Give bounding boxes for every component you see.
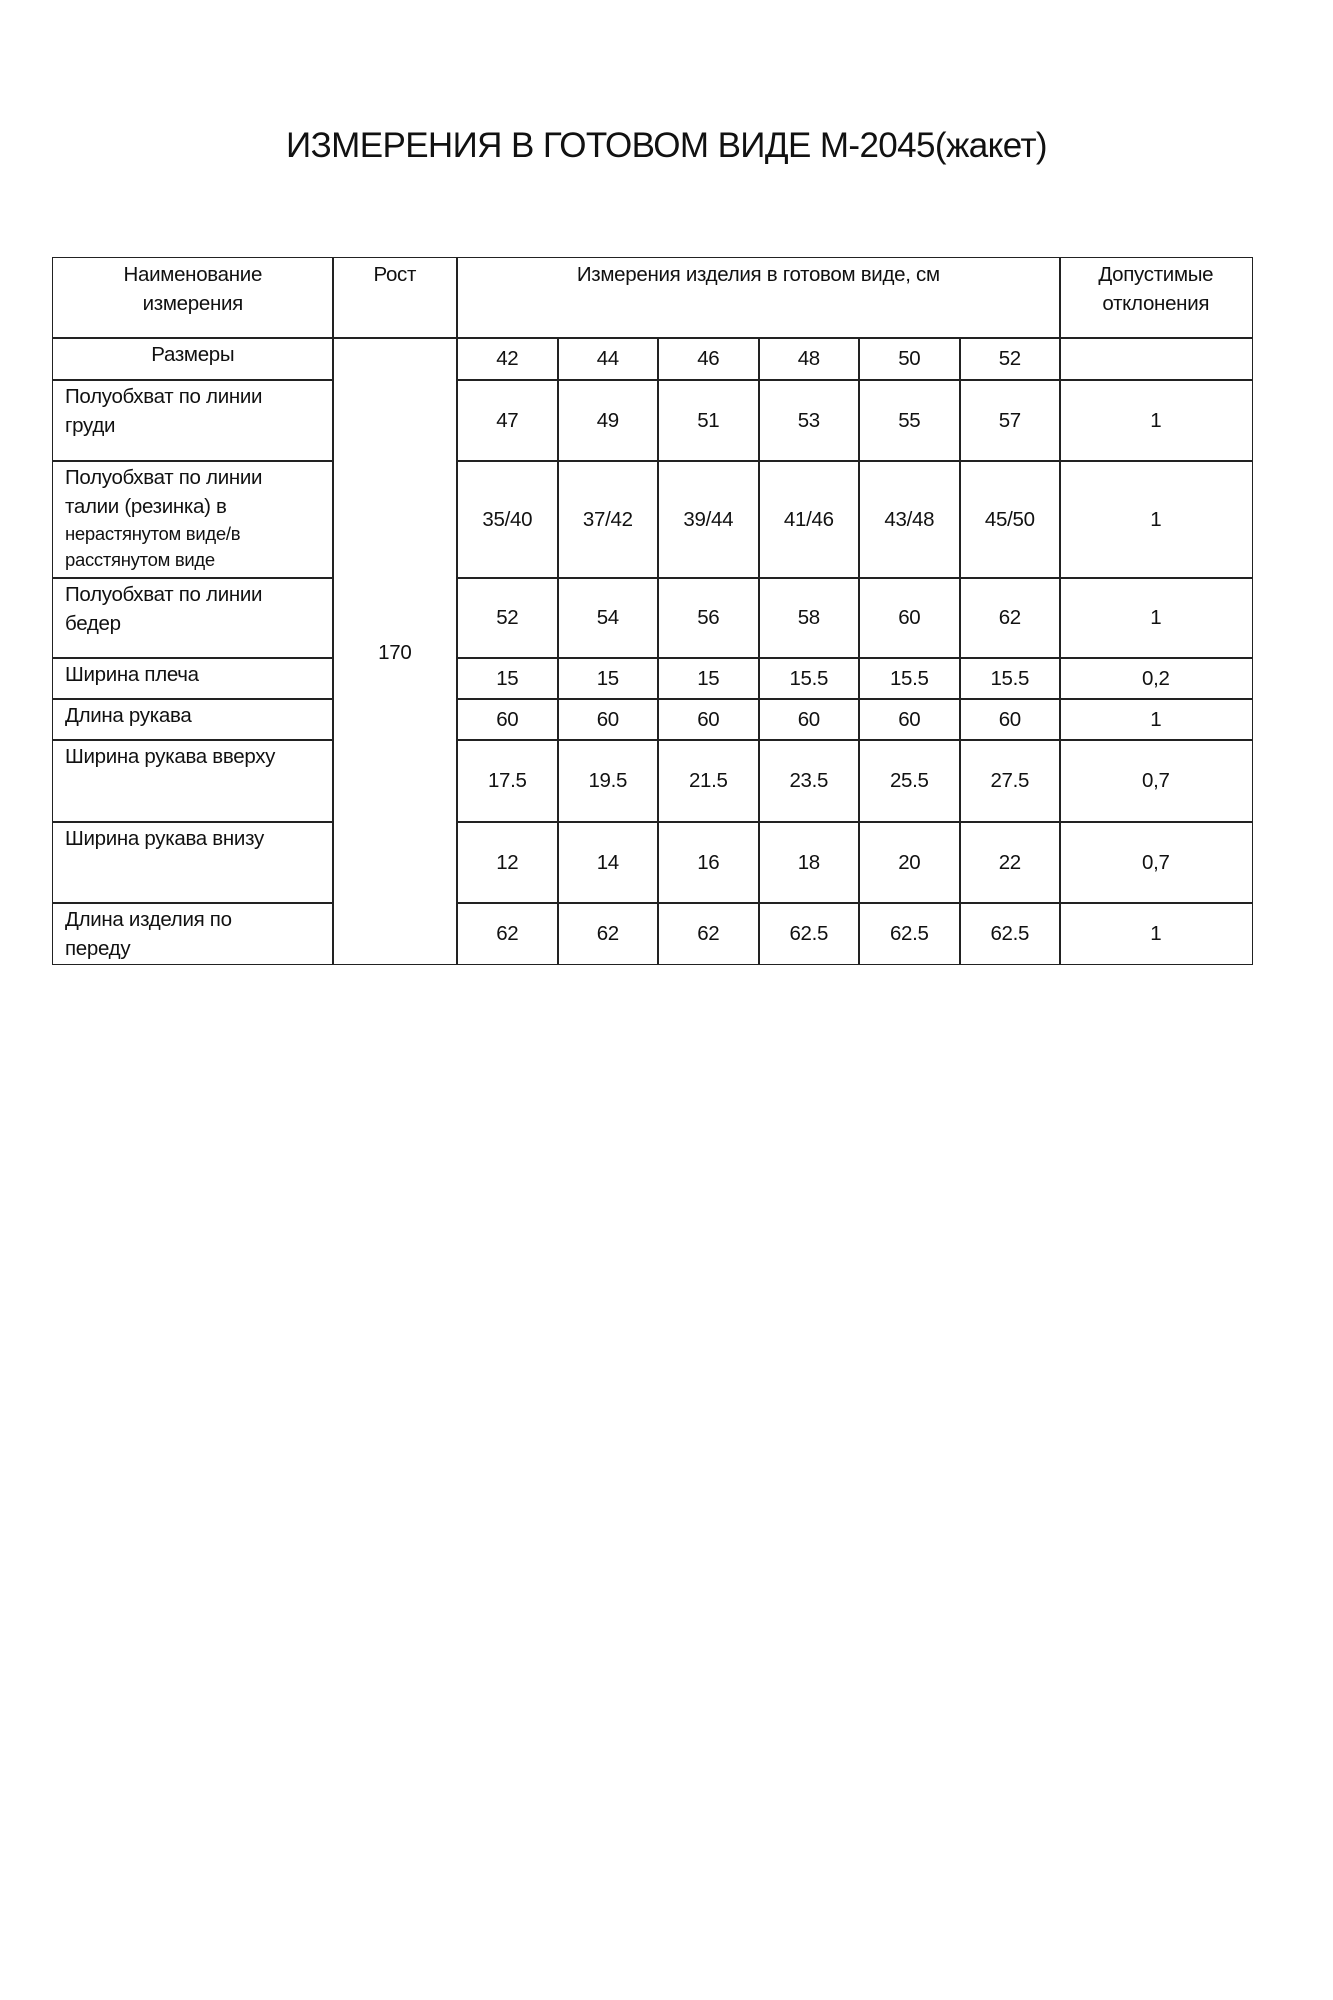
measurement-value: 18 — [797, 850, 820, 874]
measurement-value-cell — [557, 698, 659, 741]
measurement-name: нерастянутом виде/в — [65, 523, 241, 544]
measurement-value-cell — [758, 379, 860, 462]
tolerance-cell — [1059, 460, 1253, 579]
measurement-value: 15.5 — [990, 666, 1030, 690]
measurement-value: 15 — [496, 666, 519, 690]
header-tolerance — [1059, 257, 1253, 339]
measurement-name: Полуобхват по линии — [65, 466, 263, 489]
measurement-name: талии (резинка) в — [65, 495, 227, 518]
measurement-name: Ширина рукава внизу — [65, 827, 264, 850]
measurement-name: бедер — [65, 612, 121, 635]
measurement-value: 39/44 — [683, 507, 734, 531]
measurement-name: расстянутом виде — [65, 549, 215, 570]
measurement-value-cell — [456, 902, 559, 965]
tolerance-cell — [1059, 698, 1253, 741]
measurement-value: 45/50 — [984, 507, 1035, 531]
measurement-value: 35/40 — [482, 507, 533, 531]
measurement-value-cell — [758, 657, 860, 700]
measurement-value-cell — [657, 821, 760, 904]
measurement-value-cell — [959, 379, 1061, 462]
page-title: ИЗМЕРЕНИЯ В ГОТОВОМ ВИДЕ М-2045(жакет) — [286, 126, 1047, 165]
measurement-value-cell — [758, 902, 860, 965]
measurement-value: 57 — [998, 408, 1021, 432]
measurement-name: Ширина плеча — [65, 663, 199, 686]
measurement-value-cell — [758, 698, 860, 741]
measurement-value: 21.5 — [688, 769, 728, 793]
size-cell — [557, 337, 659, 381]
tolerance-cell — [1059, 379, 1253, 462]
measurement-value: 51 — [697, 408, 720, 432]
measurement-value: 43/48 — [884, 507, 935, 531]
measurement-value-cell — [657, 739, 760, 823]
measurement-name-cell — [52, 902, 334, 965]
measurement-value-cell — [959, 577, 1061, 659]
tolerance-value: 0,7 — [1141, 769, 1170, 793]
measurement-name: Длина рукава — [65, 704, 192, 727]
measurement-value-cell — [456, 821, 559, 904]
measurement-value-cell — [959, 657, 1061, 700]
measurement-value-cell — [758, 577, 860, 659]
measurement-value: 62 — [596, 921, 619, 945]
measurement-value-cell — [657, 460, 760, 579]
size-value: 44 — [596, 347, 619, 371]
tolerance-value: 0,2 — [1141, 666, 1170, 690]
measurement-value-cell — [758, 460, 860, 579]
size-cell — [657, 337, 760, 381]
measurement-value-cell — [456, 657, 559, 700]
sizes-label: Размеры — [151, 343, 235, 366]
size-cell — [758, 337, 860, 381]
header-name — [52, 257, 334, 339]
measurement-value-cell — [959, 902, 1061, 965]
measurement-value: 60 — [797, 707, 820, 731]
measurement-value: 52 — [496, 606, 519, 630]
size-value: 48 — [797, 347, 820, 371]
measurement-value: 15 — [697, 666, 720, 690]
measurement-name-cell — [52, 460, 334, 579]
tolerance-cell — [1059, 902, 1253, 965]
measurement-value: 14 — [596, 850, 619, 874]
measurement-name-cell — [52, 821, 334, 904]
measurement-value: 62.5 — [789, 921, 829, 945]
measurement-value: 58 — [797, 606, 820, 630]
measurement-value-cell — [456, 577, 559, 659]
measurement-value: 49 — [596, 408, 619, 432]
size-cell — [959, 337, 1061, 381]
measurement-value-cell — [758, 821, 860, 904]
measurement-value-cell — [959, 698, 1061, 741]
measurement-value: 54 — [596, 606, 619, 630]
measurement-value: 12 — [496, 850, 519, 874]
measurement-value: 60 — [697, 707, 720, 731]
measurement-value-cell — [557, 460, 659, 579]
header-name-text: Наименование — [123, 263, 263, 286]
measurement-value-cell — [858, 379, 961, 462]
header-height-text: Рост — [373, 263, 417, 286]
measurement-value-cell — [858, 902, 961, 965]
measurement-value-cell — [758, 739, 860, 823]
measurement-value: 19.5 — [588, 769, 628, 793]
measurement-value: 25.5 — [889, 769, 929, 793]
measurement-value: 62.5 — [889, 921, 929, 945]
measurement-value: 60 — [898, 606, 921, 630]
measurement-value: 60 — [596, 707, 619, 731]
tolerance-value: 1 — [1150, 707, 1162, 731]
measurement-value-cell — [858, 698, 961, 741]
measurement-name-cell — [52, 739, 334, 823]
header-measurements-text: Измерения изделия в готовом виде, см — [576, 263, 940, 286]
measurement-value-cell — [557, 657, 659, 700]
measurement-value-cell — [557, 821, 659, 904]
measurement-value: 62 — [998, 606, 1021, 630]
measurement-value-cell — [959, 821, 1061, 904]
measurement-value: 60 — [898, 707, 921, 731]
tolerance-cell — [1059, 821, 1253, 904]
measurement-value: 41/46 — [783, 507, 834, 531]
header-tolerance-text: отклонения — [1102, 292, 1210, 315]
measurement-value: 62 — [496, 921, 519, 945]
measurement-name-cell — [52, 657, 334, 700]
measurement-value-cell — [657, 657, 760, 700]
measurement-value-cell — [657, 379, 760, 462]
measurement-value-cell — [456, 460, 559, 579]
measurement-value-cell — [557, 902, 659, 965]
header-name-text: измерения — [142, 292, 243, 315]
measurement-value: 60 — [496, 707, 519, 731]
measurement-value: 15.5 — [889, 666, 929, 690]
measurement-value-cell — [959, 739, 1061, 823]
measurement-value-cell — [557, 739, 659, 823]
tolerance-value: 1 — [1150, 507, 1162, 531]
measurement-value-cell — [657, 698, 760, 741]
measurement-name: Полуобхват по линии — [65, 583, 263, 606]
tolerance-value: 1 — [1150, 408, 1162, 432]
measurement-value-cell — [858, 739, 961, 823]
tolerance-cell — [1059, 577, 1253, 659]
measurement-name: Полуобхват по линии — [65, 385, 263, 408]
measurement-value-cell — [456, 379, 559, 462]
sizes-tolerance-empty — [1059, 337, 1253, 381]
measurement-value-cell — [456, 698, 559, 741]
tolerance-value: 1 — [1150, 606, 1162, 630]
header-height — [332, 257, 458, 339]
measurement-value-cell — [456, 739, 559, 823]
measurement-name-cell — [52, 379, 334, 462]
sizes-label-cell — [52, 337, 334, 381]
measurement-value: 23.5 — [789, 769, 829, 793]
tolerance-cell — [1059, 657, 1253, 700]
measurement-value: 37/42 — [582, 507, 633, 531]
measurement-value: 55 — [898, 408, 921, 432]
height-value: 170 — [378, 641, 412, 665]
measurement-value: 15.5 — [789, 666, 829, 690]
measurement-value-cell — [959, 460, 1061, 579]
measurement-name-cell — [52, 577, 334, 659]
measurement-value: 62.5 — [990, 921, 1030, 945]
measurement-value: 15 — [596, 666, 619, 690]
measurement-value-cell — [858, 657, 961, 700]
header-measurements — [456, 257, 1061, 339]
measurement-value: 47 — [496, 408, 519, 432]
measurement-value-cell — [557, 577, 659, 659]
size-value: 42 — [496, 347, 519, 371]
measurement-value: 56 — [697, 606, 720, 630]
tolerance-cell — [1059, 739, 1253, 823]
measurement-value: 53 — [797, 408, 820, 432]
measurement-value-cell — [557, 379, 659, 462]
measurement-value: 27.5 — [990, 769, 1030, 793]
tolerance-value: 1 — [1150, 921, 1162, 945]
size-cell — [858, 337, 961, 381]
size-cell — [456, 337, 559, 381]
size-value: 50 — [898, 347, 921, 371]
measurement-value: 62 — [697, 921, 720, 945]
measurement-value: 16 — [697, 850, 720, 874]
measurement-value-cell — [657, 902, 760, 965]
size-value: 52 — [998, 347, 1021, 371]
measurement-name: Ширина рукава вверху — [65, 745, 276, 768]
measurement-value-cell — [657, 577, 760, 659]
measurement-value: 20 — [898, 850, 921, 874]
measurement-value-cell — [858, 460, 961, 579]
measurement-value: 22 — [998, 850, 1021, 874]
measurement-value-cell — [858, 821, 961, 904]
measurement-name: Длина изделия по — [65, 908, 232, 931]
measurement-name: переду — [65, 937, 131, 960]
height-value-cell — [332, 337, 458, 965]
measurement-value: 17.5 — [487, 769, 527, 793]
size-value: 46 — [697, 347, 720, 371]
tolerance-value: 0,7 — [1141, 850, 1170, 874]
measurement-value-cell — [858, 577, 961, 659]
measurement-value: 60 — [998, 707, 1021, 731]
header-tolerance-text: Допустимые — [1098, 263, 1214, 286]
measurement-name-cell — [52, 698, 334, 741]
measurement-name: груди — [65, 414, 116, 437]
